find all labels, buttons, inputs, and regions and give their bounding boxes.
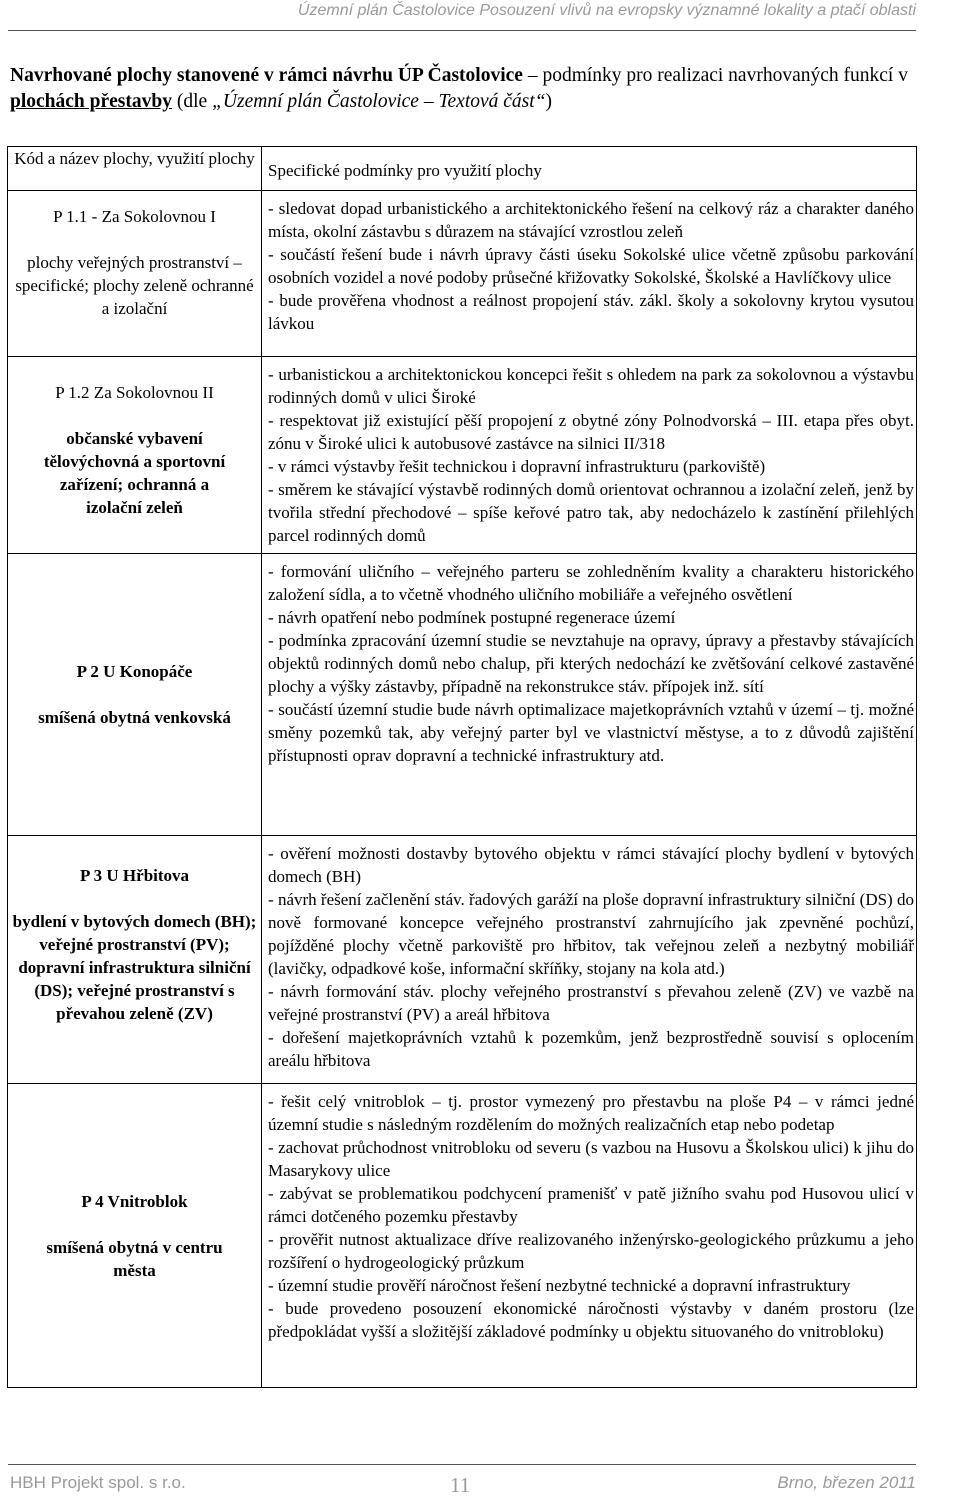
condition-item: - v rámci výstavby řešit technickou i dopravní infrastrukturu (parkoviště) (268, 457, 766, 476)
condition-item: - urbanistickou a architektonickou koncepci řešit s ohledem na park za sokolovnou a výstavbu rodinných domů v ulici Široké (268, 365, 914, 407)
condition-item: - bude provedeno posouzení ekonomické náročnosti výstavby v daném prostoru (lze předpokládat vyšší a složitější základové podmínky u objektu situovaného do vnitrobloku) (268, 1299, 914, 1341)
row-desc: bydlení v bytových domech (BH); veřejné prostranství (PV); dopravní infrastruktura silniční (DS); veřejné prostranství s převahou zeleně (ZV) (12, 912, 257, 1023)
table-row (8, 554, 917, 836)
condition-item: - formování uličního – veřejného parteru se zohledněním kvality a charakteru historického založení sídla, a to včetně vhodného uličního mobiliáře a veřejného osvětlení (268, 562, 914, 604)
title-part-5: „Územní plán Častolovice – Textová část“ (212, 91, 546, 112)
condition-item: - ověření možnosti dostavby bytového objektu v rámci stávající plochy bydlení v bytových domech (BH) (268, 844, 914, 886)
row-p12-code-cell (8, 357, 262, 554)
running-header: Územní plán Častolovice Posouzení vlivů na evropsky významné lokality a ptačí oblasti (297, 2, 916, 19)
condition-item: - dořešení majetkoprávních vztahů k pozemkům, jenž bezprostředně souvisí s oplocením areálu hřbitova (268, 1028, 914, 1070)
title-part-4: (dle (171, 91, 213, 112)
row-p4-conditions (262, 1084, 917, 1388)
condition-item: - součástí řešení bude i návrh úpravy části úseku Sokolské ulice včetně způsobu parkování osobních vozidel a nové podoby průsečné křižovatky Sokolské, Školské a Havlíčkovy ulice (268, 245, 914, 287)
col1-header: Kód a název plochy, využití plochy (8, 147, 262, 191)
row-code: P 3 U Hřbitova (79, 866, 190, 885)
row-p3-conditions (262, 836, 917, 1084)
conditions-table (7, 146, 917, 1388)
row-desc: smíšená obytná v centru města (46, 1237, 223, 1280)
row-p11-conditions (262, 191, 917, 357)
row-p3-code-cell (8, 836, 262, 1084)
condition-item: - návrh řešení začlenění stáv. řadových garáží na ploše dopravní infrastruktury silniční (DS) do nově formované koncepce veřejného prostranství zahrnujícího jak zpevněné pochůzí, pojížděné plochy včetně parkoviště pro hřbitov, tak veřejnou zeleň a nezbytný mobiliář (lavičky, odpadkové koše, informační skříňky, stojany na kola atd.) (268, 890, 914, 978)
col2-header: Specifické podmínky pro využití plochy (262, 147, 917, 191)
condition-item: - směrem ke stávající výstavbě rodinných domů orientovat ochrannou a izolační zeleň, jenž by tvořila střední přechodové – spíše keřové patro tak, aby nedocházelo k zastínění přilehlých parcel rodinných domů (268, 480, 914, 545)
condition-item: - bude prověřena vhodnost a reálnost propojení stáv. zákl. školy a sokolovny krytou vysutou lávkou (268, 291, 914, 333)
footer-rule (8, 1464, 916, 1465)
header-rule (8, 30, 916, 31)
table-row (8, 191, 917, 357)
row-p2-conditions (262, 554, 917, 836)
row-code: P 4 Vnitroblok (81, 1191, 188, 1211)
row-p11-code-cell (8, 191, 262, 357)
table-header-row (8, 147, 917, 191)
condition-item: - podmínka zpracování územní studie se nevztahuje na opravy, úpravy a přestavby stávajících objektů rodinných domů nebo chalup, při kterých nedochází ke zvětšování celkové zastavěné plochy a výšky zástavby, případně na rekonstrukce stáv. přípojek inž. sítí (268, 631, 914, 696)
row-desc: plochy veřejných prostranství – specifické; plochy zeleně ochranné a izolační (15, 253, 254, 318)
table-row (8, 357, 917, 554)
condition-item: - respektovat již existující pěší propojení z obytné zóny Polnodvorská – III. etapa přes obyt. zónu v Široké ulici k autobusové zastávce na silnici II/318 (268, 411, 914, 453)
condition-item: - zabývat se problematikou podchycení pramenišť v patě jižního svahu pod Husovou ulicí v rámci dotčeného pozemku přestavby (268, 1184, 914, 1226)
row-p12-conditions (262, 357, 917, 554)
condition-item: - řešit celý vnitroblok – tj. prostor vymezený pro přestavbu na ploše P4 – v rámci jedné územní studie s následným rozdělením do možných realizačních etap nebo podetap (268, 1092, 914, 1134)
footer-place-date: Brno, březen 2011 (777, 1473, 916, 1492)
section-title (10, 63, 915, 115)
condition-item: - sledovat dopad urbanistického a architektonického řešení na celkový ráz a charakter daného místa, okolní zástavbu s důrazem na stávající vzrostlou zeleň (268, 199, 914, 241)
table-row (8, 1084, 917, 1388)
condition-item: - součástí územní studie bude návrh optimalizace majetkoprávních vztahů v území – tj. možné směny pozemků tak, aby veřejný parter byl ve vlastnictví městyse, a to z důvodů zajištění přístupnosti oprav dopravní a technické infrastruktury atd. (268, 700, 914, 765)
table-row (8, 836, 917, 1084)
page-number: 11 (450, 1473, 471, 1497)
condition-item: - návrh formování stáv. plochy veřejného prostranství s převahou zeleně (ZV) ve vazbě na veřejné prostranství (PV) a areál hřbitova (268, 982, 914, 1024)
title-part-2: – podmínky pro realizaci navrhovaných funkcí v (522, 65, 908, 86)
row-p2-code-cell (8, 554, 262, 836)
condition-item: - prověřit nutnost aktualizace dříve realizovaného inženýrsko-geologického průzkumu a jeho rozšíření o hydrogeologický průzkum (268, 1230, 914, 1272)
row-code: P 1.1 - Za Sokolovnou I (53, 207, 216, 226)
row-desc: smíšená obytná venkovská (38, 708, 231, 727)
row-code: P 1.2 Za Sokolovnou II (55, 383, 214, 402)
condition-item: - zachovat průchodnost vnitrobloku od severu (s vazbou na Husovu a Školskou ulici) k jihu do Masarykovy ulice (268, 1138, 914, 1180)
condition-item: - územní studie prověří náročnost řešení nezbytné technické a dopravní infrastruktury (268, 1276, 851, 1295)
row-p4-code-cell (8, 1084, 262, 1388)
row-desc: občanské vybavení tělovýchovná a sportovní zařízení; ochranná a izolační zeleň (43, 429, 226, 517)
title-part-6: ) (545, 91, 553, 112)
condition-item: - návrh opatření nebo podmínek postupné regenerace území (268, 608, 676, 627)
footer-company: HBH Projekt spol. s r.o. (10, 1473, 186, 1492)
title-part-1: Navrhované plochy stanovené v rámci návrhu ÚP Častolovice (10, 65, 523, 86)
row-code: P 2 U Konopáče (76, 662, 193, 681)
title-part-3: plochách přestavby (10, 91, 172, 112)
